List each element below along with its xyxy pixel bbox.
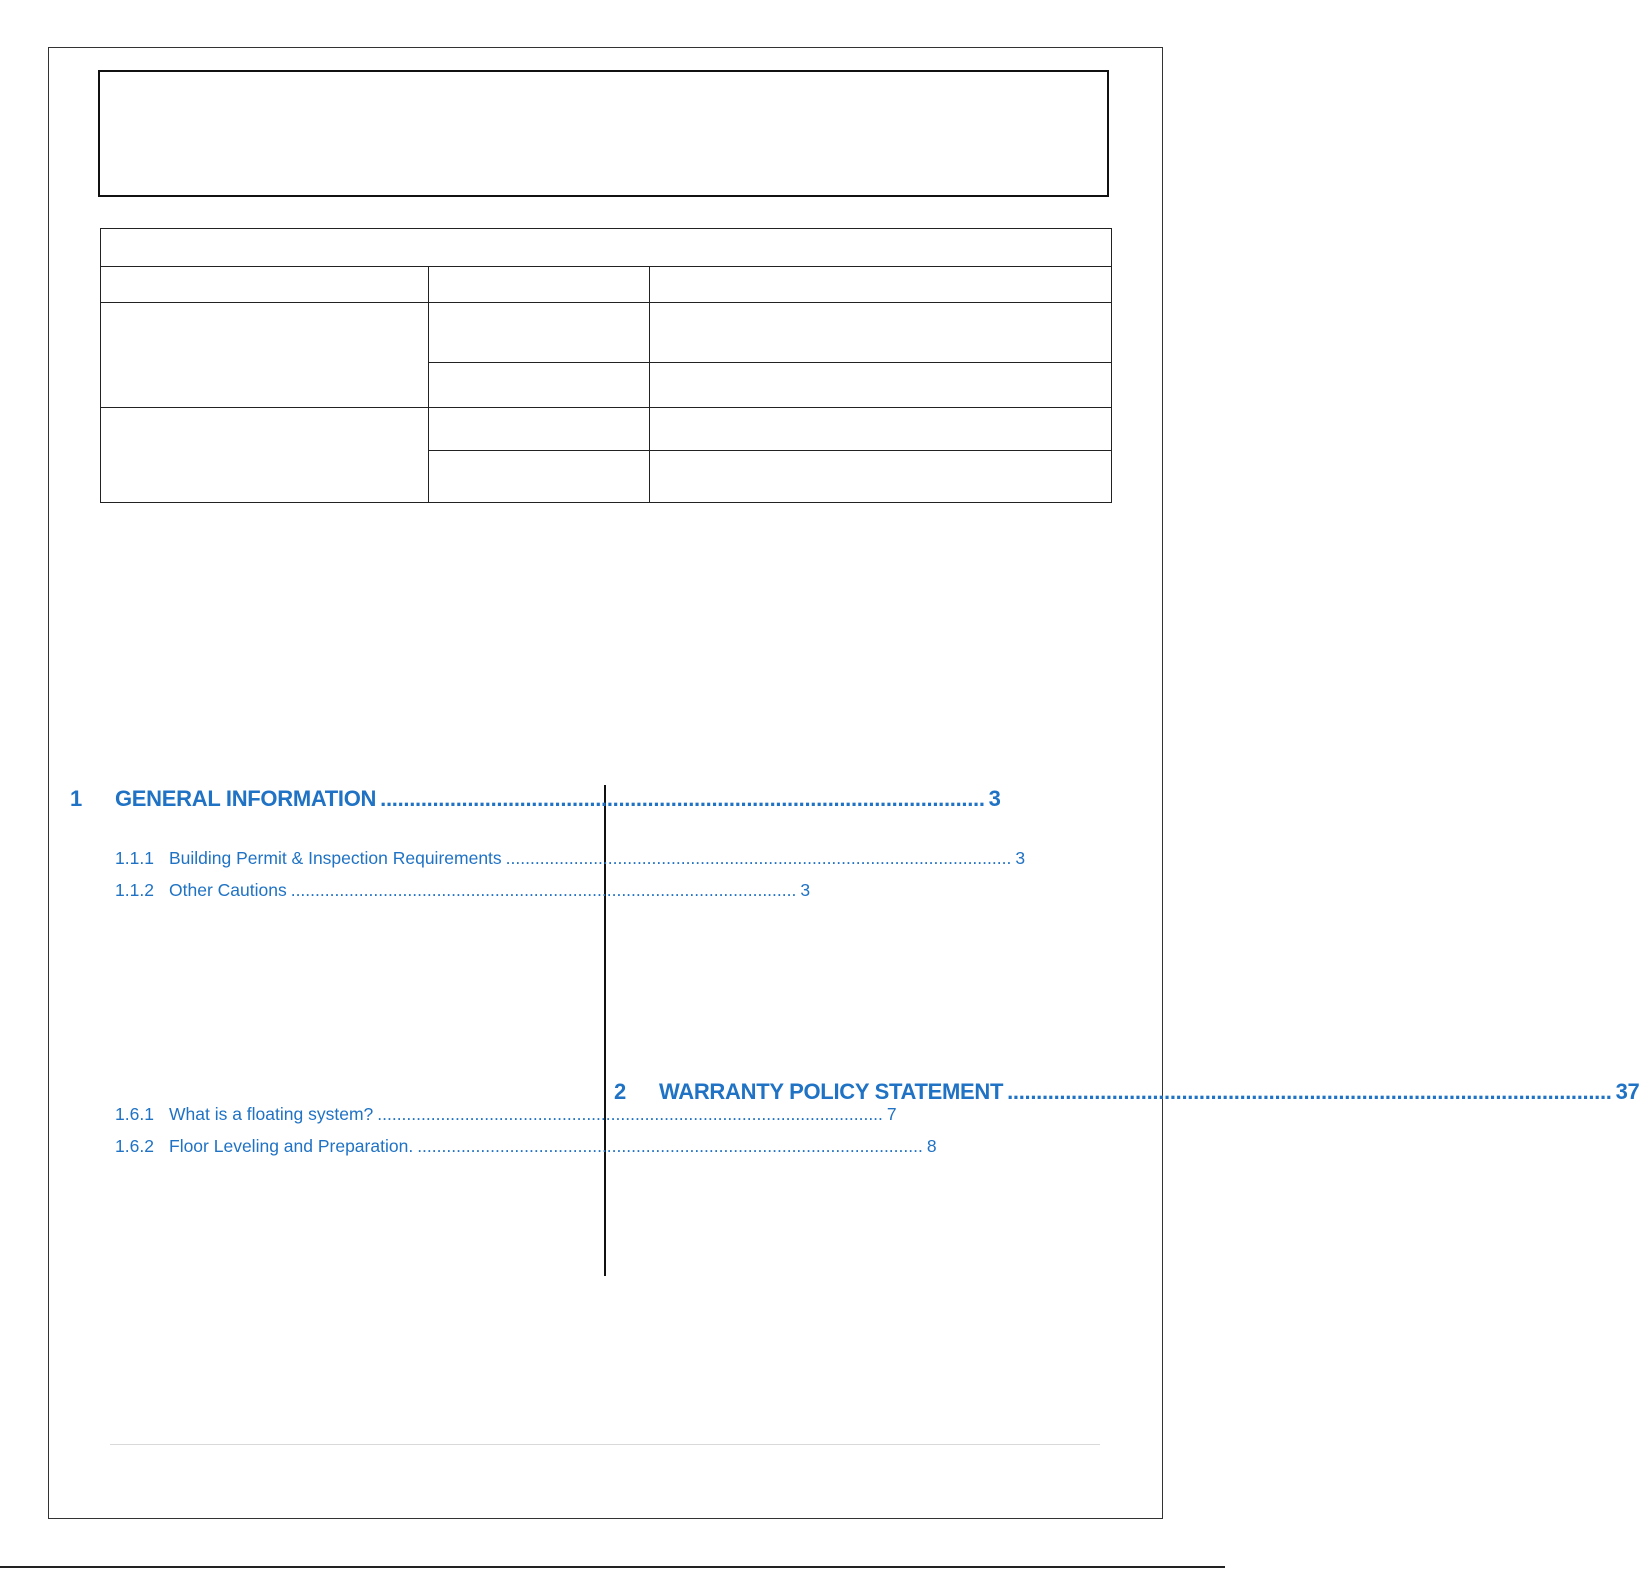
toc-entry-title: Floor Leveling and Preparation. bbox=[169, 1136, 414, 1156]
info-table-cell bbox=[101, 229, 1112, 267]
toc-entry-number: 1 bbox=[70, 786, 82, 811]
info-table-cell bbox=[650, 267, 1112, 303]
toc-entry-page: 3 bbox=[1015, 848, 1026, 868]
info-table-cell bbox=[101, 303, 429, 408]
toc-dot-leader: ........................................................................................................ bbox=[505, 848, 1012, 868]
info-table-cell bbox=[650, 451, 1112, 503]
toc-entry-floating-system[interactable] bbox=[115, 1104, 897, 1125]
toc-entry-title: Other Cautions bbox=[169, 880, 287, 900]
toc-entry-page: 3 bbox=[988, 786, 1001, 811]
toc-dot-leader: ........................................................................................................ bbox=[380, 786, 985, 811]
toc-dot-leader: ........................................................................................................ bbox=[417, 1136, 923, 1156]
toc-entry-building-permit[interactable] bbox=[115, 848, 1026, 869]
info-table-cell bbox=[429, 303, 650, 363]
toc-entry-number: 1.1.2 bbox=[115, 880, 154, 900]
toc-entry-number: 2 bbox=[614, 1079, 626, 1104]
footer-rule bbox=[110, 1444, 1100, 1445]
info-table-cell bbox=[650, 408, 1112, 451]
toc-entry-page: 3 bbox=[800, 880, 811, 900]
toc-entry-general-information[interactable] bbox=[70, 786, 1001, 812]
info-table-cell bbox=[429, 267, 650, 303]
info-table-row bbox=[101, 303, 1112, 363]
toc-entry-title: Building Permit & Inspection Requirements bbox=[169, 848, 502, 868]
info-table-row bbox=[101, 267, 1112, 303]
toc-dot-leader: ........................................................................................................ bbox=[377, 1104, 883, 1124]
toc-entry-page: 37 bbox=[1615, 1079, 1639, 1104]
info-table-cell bbox=[101, 408, 429, 503]
info-table-cell bbox=[429, 451, 650, 503]
toc-entry-floor-leveling[interactable] bbox=[115, 1136, 937, 1157]
info-table-cell bbox=[650, 303, 1112, 363]
toc-entry-number: 1.6.1 bbox=[115, 1104, 154, 1124]
info-table-title-row bbox=[101, 229, 1112, 267]
info-table-cell bbox=[650, 363, 1112, 408]
toc-entry-page: 7 bbox=[886, 1104, 897, 1124]
info-table-cell bbox=[429, 363, 650, 408]
toc-entry-page: 8 bbox=[926, 1136, 937, 1156]
toc-entry-other-cautions[interactable] bbox=[115, 880, 811, 901]
toc-entry-number: 1.6.2 bbox=[115, 1136, 154, 1156]
info-table-cell bbox=[101, 267, 429, 303]
toc-dot-leader: ........................................................................................................ bbox=[290, 880, 797, 900]
info-table-row bbox=[101, 408, 1112, 451]
toc-entry-title: What is a floating system? bbox=[169, 1104, 374, 1124]
toc-entry-title: WARRANTY POLICY STATEMENT bbox=[659, 1079, 1004, 1104]
info-table bbox=[100, 228, 1112, 503]
toc-dot-leader: ........................................................................................................ bbox=[1007, 1079, 1612, 1104]
info-table-cell bbox=[429, 408, 650, 451]
header-box bbox=[98, 70, 1109, 197]
toc-entry-title: GENERAL INFORMATION bbox=[115, 786, 377, 811]
page-bottom-edge bbox=[0, 1566, 1225, 1568]
toc-entry-number: 1.1.1 bbox=[115, 848, 154, 868]
toc-entry-warranty-policy[interactable] bbox=[614, 1079, 1639, 1105]
